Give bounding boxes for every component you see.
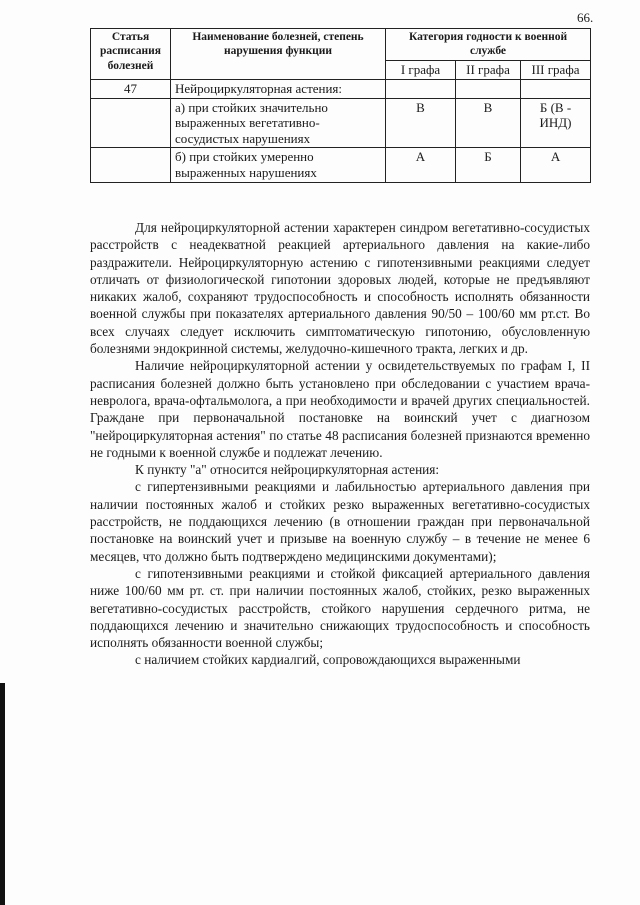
paragraph: К пункту "а" относится нейроциркуляторная астения: — [135, 462, 440, 478]
header-disease: Наименование болезней, степень нарушения функции — [171, 29, 386, 80]
category-value: Б (В - ИНД) — [521, 98, 591, 148]
disease-title: Нейроциркуляторная астения: — [171, 80, 386, 99]
category-value: В — [386, 98, 456, 148]
paragraph: с гипертензивными реакциями и лабильностью артериального давления при наличии постоянных жалоб и стойких резко выраженных вегетативно-сосудистых расстройств, не поддающихся лечению (в отношении граждан при первоначальной постановке на воинский учет и призыве на военную службу – в течение не менее 6 месяцев, что должно быть подтверждено медицинскими документами); — [90, 479, 590, 564]
table-row — [91, 80, 591, 99]
paragraph: Наличие нейроциркуляторной астении у освидетельствуемых по графам I, II расписания болезней должно быть установлено при обследовании с участием врача-невролога, врача-офтальмолога, а при необходимости и врачей других специальностей. Граждане при первоначальной постановке на воинский учет с диагнозом "нейроциркуляторная астения" по статье 48 расписания болезней признаются временно не годными к военной службе и подлежат лечению. — [90, 358, 590, 460]
category-value: В — [456, 98, 521, 148]
table-row — [91, 98, 591, 148]
body-text — [90, 219, 590, 669]
row-label: а) при стойких значительно выраженных вегетативно-сосудистых нарушениях — [171, 98, 386, 148]
header-article: Статья расписания болезней — [91, 29, 171, 80]
category-value: Б — [456, 148, 521, 182]
category-value: А — [521, 148, 591, 182]
scan-edge-shadow — [0, 683, 5, 905]
header-column-3: III графа — [521, 60, 591, 79]
paragraph: с наличием стойких кардиалгий, сопровождающихся выраженными — [135, 652, 521, 668]
category-value: А — [386, 148, 456, 182]
table-row — [91, 148, 591, 182]
paragraph: Для нейроциркуляторной астении характерен синдром вегетативно-сосудистых расстройств с неадекватной реакцией артериального давления на какие-либо раздражители. Нейроциркуляторную астению с гипотензивными реакциями следует отличать от физиологической гипотонии здоровых людей, которые не предъявляют никаких жалоб, сохраняют трудоспособность и способность исполнять обязанности военной службы при показателях артериального давления 90/50 – 100/60 мм рт.ст. Во всех случаях следует исключить симптоматическую гипотонию, обусловленную болезнями эндокринной системы, желудочно-кишечного тракта, легких и др. — [90, 220, 590, 357]
row-label: б) при стойких умеренно выраженных нарушениях — [171, 148, 386, 182]
paragraph: с гипотензивными реакциями и стойкой фиксацией артериального давления ниже 100/60 мм рт. ст. при наличии постоянных жалоб, стойких, резко выраженных вегетативно-сосудистых расстройств, стойкого нарушения сердечного ритма, не поддающихся лечению и значительно снижающих трудоспособность и способность исполнять обязанности военной службы; — [90, 565, 590, 651]
article-number: 47 — [91, 80, 171, 99]
fitness-schedule-table — [90, 28, 591, 183]
header-column-2: II графа — [456, 60, 521, 79]
header-column-1: I графа — [386, 60, 456, 79]
page-number: 66. — [577, 10, 594, 25]
header-category: Категория годности к военной службе — [386, 29, 591, 61]
table-header-row — [91, 29, 591, 61]
